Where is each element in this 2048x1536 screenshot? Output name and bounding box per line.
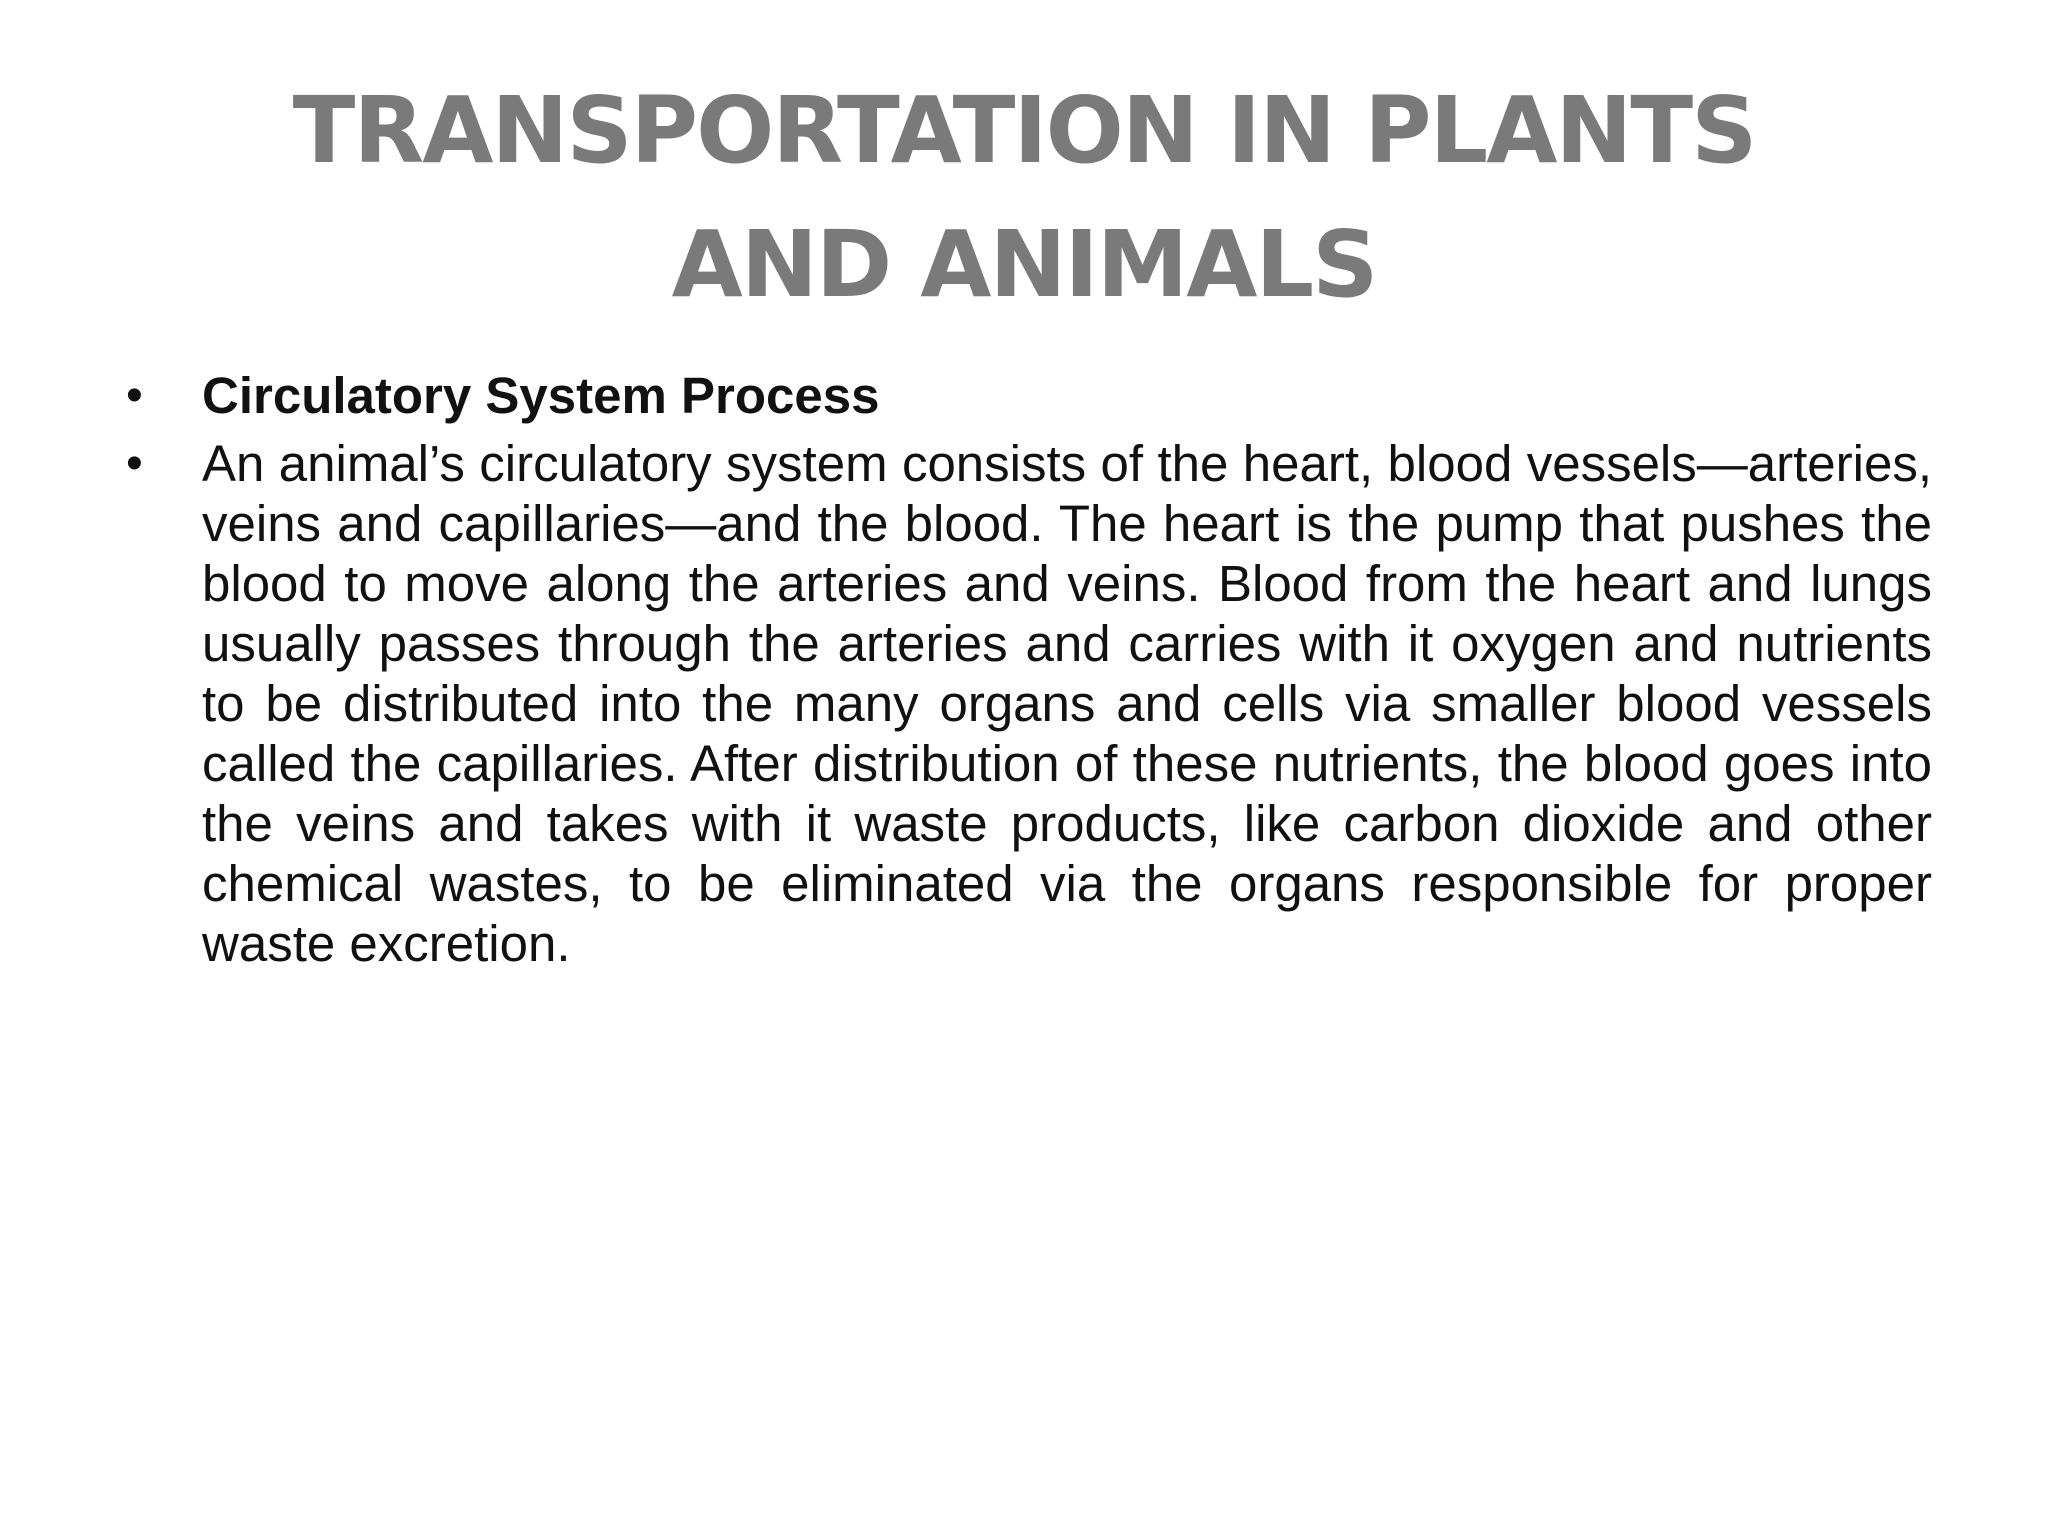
section-heading: Circulatory System Process xyxy=(202,367,880,424)
bullet-item-body xyxy=(120,434,1932,974)
body-paragraph: An animal’s circulatory system consists of the heart, blood vessels—arteries, veins and capillaries—and the blood. The heart is the pump that pushes the blood to move along the arteries and veins. Blood from the heart and lungs usually passes through the arteries and carries with it oxygen and nutrients to be distributed into the many organs and cells via smaller blood vessels called the capillaries. After distribution of these nutrients, the blood goes into the veins and takes with it waste products, like carbon dioxide and other chemical wastes, to be eliminated via the organs responsible for proper waste excretion. xyxy=(202,435,1932,972)
bullet-item-heading xyxy=(120,366,1932,426)
bullet-list xyxy=(120,366,1932,982)
bullet-icon: • xyxy=(126,369,143,422)
slide-title: TRANSPORTATION IN PLANTS AND ANIMALS xyxy=(292,77,1756,318)
bullet-icon: • xyxy=(126,437,143,490)
